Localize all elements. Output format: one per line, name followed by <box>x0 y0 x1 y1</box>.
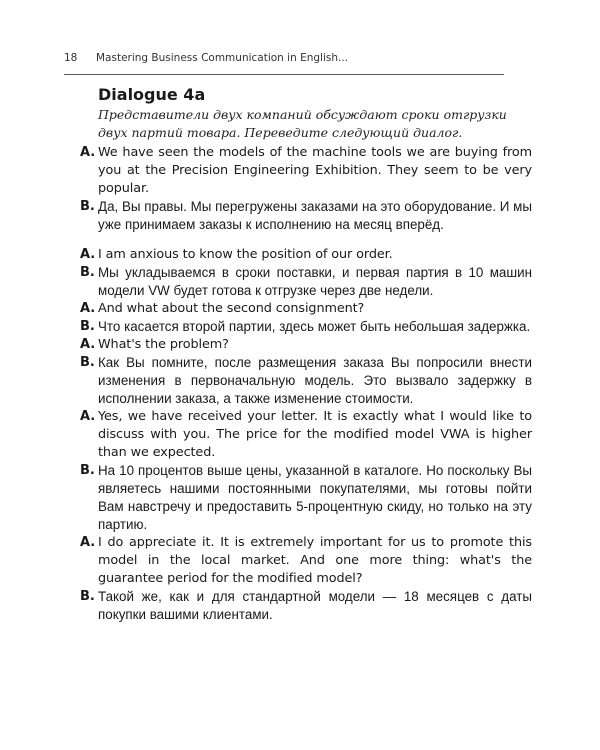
utterance: And what about the second consignment? <box>98 301 365 316</box>
dialogue-line <box>80 408 532 462</box>
dialogue-line <box>80 354 532 408</box>
spacer <box>98 234 532 246</box>
speaker-label: B. <box>80 199 95 214</box>
utterance: Такой же, как и для стандартной модели — 18 месяцев с даты покупки вашими клиентами. <box>98 589 532 622</box>
speaker-label: A. <box>80 301 96 316</box>
header-divider <box>64 74 504 75</box>
speaker-label: B. <box>80 589 95 604</box>
utterance: Что касается второй партии, здесь может быть небольшая задержка. <box>98 319 531 334</box>
dialogue-section <box>80 84 532 624</box>
speaker-label: A. <box>80 145 96 160</box>
page-header <box>64 52 504 72</box>
dialogue-instruction: Представители двух компаний обсуждают сроки отгрузки двух партий товара. Переведите следующий диалог. <box>98 107 507 140</box>
utterance: На 10 процентов выше цены, указанной в каталоге. Но поскольку Вы являетесь нашими постоянными покупателями, мы готовы пойти Вам навстречу и предоставить 5-процентную скиду, но только на эту партию. <box>98 463 532 532</box>
dialogue-line <box>80 336 532 354</box>
speaker-label: A. <box>80 409 96 424</box>
dialogue-line <box>80 462 532 534</box>
dialogue-line <box>80 144 532 198</box>
utterance: I do appreciate it. It is extremely important for us to promote this model in the local market. And one more thing: what's the guarantee period for the modified model? <box>98 535 532 586</box>
utterance: I am anxious to know the position of our order. <box>98 247 393 262</box>
dialogue-title: Dialogue 4a <box>98 85 206 104</box>
utterance: Как Вы помните, после размещения заказа Вы попросили внести изменения в первоначальную модель. Это вызвало задержку в исполнении заказа, а также изменение стоимости. <box>98 355 532 406</box>
dialogue-line <box>80 318 532 336</box>
utterance: We have seen the models of the machine tools we are buying from you at the Precision Engineering Exhibition. They seem to be very popular. <box>98 145 532 196</box>
speaker-label: B. <box>80 355 95 370</box>
dialogue-line <box>80 264 532 300</box>
speaker-label: B. <box>80 265 95 280</box>
utterance: Да, Вы правы. Мы перегружены заказами на это оборудование. И мы уже принимаем заказы к исполнению на месяц вперёд. <box>98 199 532 232</box>
utterance: Yes, we have received your letter. It is exactly what I would like to discuss with you. The price for the modified model VWA is higher than we expected. <box>98 409 532 460</box>
speaker-label: B. <box>80 463 95 478</box>
speaker-label: A. <box>80 247 96 262</box>
dialogue-line <box>80 534 532 588</box>
speaker-label: A. <box>80 337 96 352</box>
speaker-label: B. <box>80 319 95 334</box>
page-number: 18 <box>64 52 78 64</box>
running-title: Mastering Business Communication in English... <box>96 52 349 64</box>
speaker-label: A. <box>80 535 96 550</box>
utterance: Мы укладываемся в сроки поставки, и первая партия в 10 машин модели VW будет готова к отгрузке через две недели. <box>98 265 532 298</box>
dialogue-line <box>80 246 532 264</box>
dialogue-line <box>80 588 532 624</box>
utterance: What's the problem? <box>98 337 229 352</box>
dialogue-line <box>80 300 532 318</box>
dialogue-line <box>80 198 532 234</box>
